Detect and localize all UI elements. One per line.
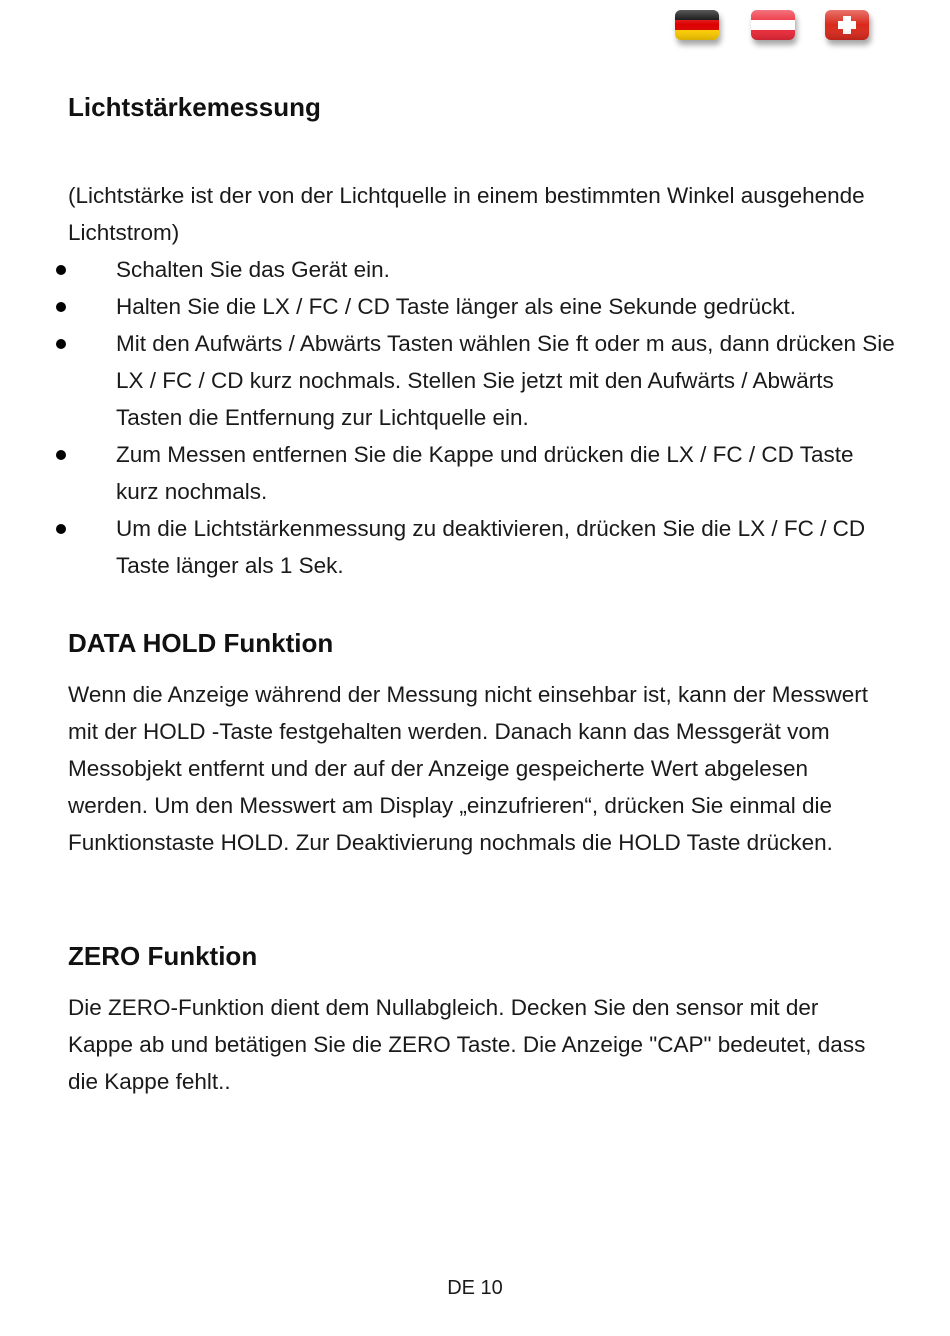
list-item (0, 436, 900, 510)
bullet-icon (56, 339, 66, 349)
germany-flag-icon (675, 10, 719, 40)
switzerland-flag-icon (825, 10, 869, 40)
bullet-icon (56, 302, 66, 312)
austria-flag-icon (751, 10, 795, 40)
list-item-text: Zum Messen entfernen Sie die Kappe und drücken die LX / FC / CD Taste kurz nochmals. (116, 442, 854, 504)
bullet-icon (56, 450, 66, 460)
germany-flag-graphic (675, 10, 719, 40)
language-flags (675, 10, 875, 50)
list-item-text: Um die Lichtstärkenmessung zu deaktivieren, drücken Sie die LX / FC / CD Taste länger als 1 Sek. (116, 516, 866, 578)
list-item (0, 510, 900, 584)
data-hold-paragraph: Wenn die Anzeige während der Messung nicht einsehbar ist, kann der Messwert mit der HOLD -Taste festgehalten werden. Danach kann das Messgerät vom Messobjekt entfernt und der auf der Anzeige gespeicherte Wert abgelesen werden. Um den Messwert am Display „einzufrieren“, drücken Sie einmal die Funktionstaste HOLD. Zur Deaktivierung nochmals die HOLD Taste drücken. (68, 682, 869, 855)
bullet-icon (56, 265, 66, 275)
intro-paragraph: (Lichtstärke ist der von der Lichtquelle in einem bestimmten Winkel ausgehende Lichtstrom) (68, 183, 865, 245)
section-title-zero: ZERO Funktion (68, 941, 258, 971)
austria-flag-graphic (751, 10, 795, 40)
list-item (0, 288, 900, 325)
instruction-list (0, 251, 900, 584)
list-item (0, 325, 900, 436)
list-item-text: Halten Sie die LX / FC / CD Taste länger als eine Sekunde gedrückt. (116, 294, 796, 319)
zero-paragraph: Die ZERO-Funktion dient dem Nullabgleich. Decken Sie den sensor mit der Kappe ab und betätigen Sie die ZERO Taste. Die Anzeige "CAP" bedeutet, dass die Kappe fehlt.. (68, 995, 866, 1094)
list-item-text: Mit den Aufwärts / Abwärts Tasten wählen Sie ft oder m aus, dann drücken Sie LX / FC / CD kurz nochmals. Stellen Sie jetzt mit den Aufwärts / Abwärts Tasten die Entfernung zur Lichtquelle ein. (116, 331, 895, 430)
bullet-icon (56, 524, 66, 534)
page-number: DE 10 (447, 1277, 503, 1299)
section-title-data-hold: DATA HOLD Funktion (68, 628, 334, 658)
list-item-text: Schalten Sie das Gerät ein. (116, 257, 390, 282)
switzerland-flag-graphic (825, 10, 869, 40)
list-item (0, 251, 900, 288)
section-title-lichtstaerkemessung: Lichtstärkemessung (68, 92, 321, 122)
